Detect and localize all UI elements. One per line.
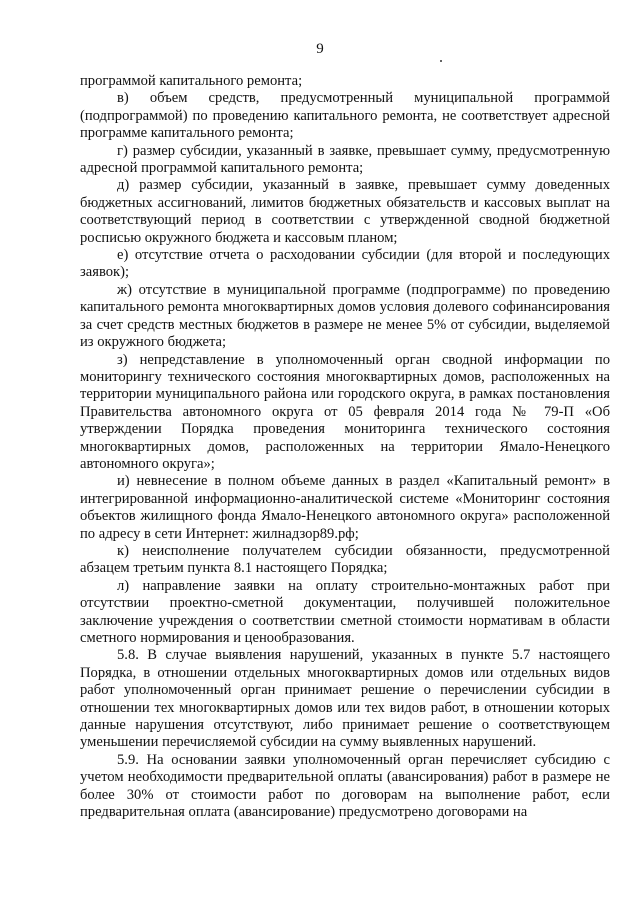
paragraph-5-8: 5.8. В случае выявления нарушений, указанных в пункте 5.7 настоящего Порядка, в отношении отдельных многоквартирных домов или отдельных видов работ уполномоченный орган принимает решение о перечислении субсидии в отношении тех многоквартирных домов или тех видов работ, в отношении которых данные нарушения отсутствуют, либо принимает решение о соответствующем уменьшении перечисляемой субсидии на сумму выявленных нарушений. <box>80 647 610 751</box>
paragraph-item-z: з) непредставление в уполномоченный орган сводной информации по мониторингу технического состояния многоквартирных домов, расположенных на территории муниципального района или городского округа, в рамках постановления Правительства автономного округа от 05 февраля 2014 года № 79-П «Об утверждении Порядка проведения мониторинга технического состояния многоквартирных домов, расположенных на территории Ямало-Ненецкого автономного округа»; <box>80 351 610 472</box>
paragraph-continuation: программой капитального ремонта; <box>80 73 303 89</box>
paragraph-item-l: л) направление заявки на оплату строительно-монтажных работ при отсутствии проектно-сметной документации, получившей положительное заключение учреждения о соответствии сметной стоимости нормативам в области сметного нормирования и ценообразования. <box>80 577 610 646</box>
paragraph-item-v: в) объем средств, предусмотренный муниципальной программой (подпрограммой) по проведению капитального ремонта, не соответствует адресной программе капитального ремонта; <box>80 90 610 142</box>
page-number: 9 <box>316 41 324 57</box>
paragraph-item-zh: ж) отсутствие в муниципальной программе (подпрограмме) по проведению капитального ремонта многоквартирных домов условия долевого софинансирования за счет средств местных бюджетов в размере не менее 5% от субсидии, выделяемой из окружного бюджета; <box>80 281 610 351</box>
paragraph-item-e: е) отсутствие отчета о расходовании субсидии (для второй и последующих заявок); <box>80 247 610 281</box>
paragraph-item-d: д) размер субсидии, указанный в заявке, превышает сумму доведенных бюджетных ассигнований, лимитов бюджетных обязательств и кассовых выплат на соответствующий период в соответствии с утвержденной сводной бюджетной росписью окружного бюджета и кассовым планом; <box>80 177 610 246</box>
paragraph-item-i: и) невнесение в полном объеме данных в раздел «Капитальный ремонт» в интегрированной информационно-аналитической системе «Мониторинг состояния объектов жилищного фонда Ямало-Ненецкого автономного округа» расположенной по адресу в сети Интернет: жилнадзор89.рф; <box>80 473 610 542</box>
scan-speck <box>440 60 442 62</box>
paragraph-item-g: г) размер субсидии, указанный в заявке, превышает сумму, предусмотренную адресной программой капитального ремонта; <box>80 142 610 177</box>
document-body <box>80 73 610 821</box>
paragraph-item-k: к) неисполнение получателем субсидии обязанности, предусмотренной абзацем третьим пункта 8.1 настоящего Порядка; <box>80 542 610 577</box>
paragraph-5-9: 5.9. На основании заявки уполномоченный орган перечисляет субсидию с учетом необходимости предварительной оплаты (авансирования) работ в размере не более 30% от стоимости работ по договорам на выполнение работ, если предварительная оплата (авансирование) предусмотрено договорами на <box>80 751 610 821</box>
